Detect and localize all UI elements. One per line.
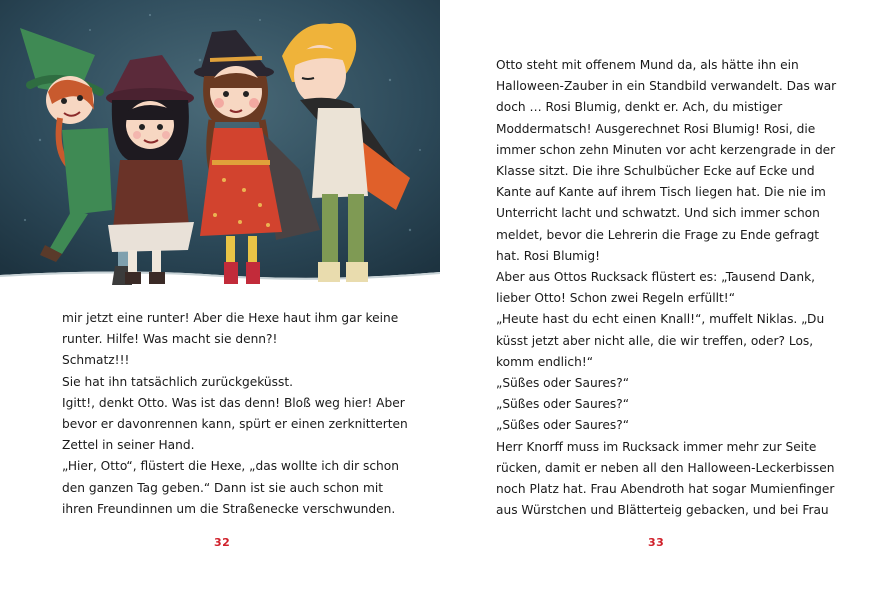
text-line: doch … Rosi Blumig, denkt er. Ach, du mistiger: [496, 100, 783, 115]
text-line: aus Würstchen und Blätterteig gebacken, und bei Frau: [496, 503, 829, 518]
text-line: mir jetzt eine runter! Aber die Hexe haut ihm gar keine: [62, 311, 399, 325]
text-line: runter. Hilfe! Was macht sie denn?!: [62, 332, 278, 347]
text-line: meldet, bevor die Lehrerin die Frage zu Ende gefragt: [496, 227, 820, 242]
text-line: Igitt!, denkt Otto. Was ist das denn! Bloß weg hier! Aber: [62, 395, 405, 410]
text-line: Kante auf Kante auf ihrem Tisch liegen hat. Die nie im: [496, 185, 826, 200]
text-line: Zettel in seiner Hand.: [62, 438, 195, 453]
text-line: „Heute hast du echt einen Knall!“, muffelt Niklas. „Du: [496, 312, 825, 327]
text-line: Otto steht mit offenem Mund da, als hätte ihn ein: [496, 58, 799, 72]
left-page-text: [62, 308, 408, 520]
text-line: komm endlich!“: [496, 354, 594, 369]
text-line: noch Platz hat. Frau Abendroth hat sogar Mumienfinger: [496, 482, 835, 497]
dark-witch-figure: [106, 55, 194, 284]
right-page: [440, 0, 879, 595]
text-line: immer schon zehn Minuten vor acht kerzengrade in der: [496, 142, 836, 157]
halloween-illustration: [0, 0, 440, 292]
text-line: Herr Knorff muss im Rucksack immer mehr zur Seite: [496, 439, 817, 454]
text-line: „Süßes oder Saures?“: [496, 376, 630, 391]
text-line: „Süßes oder Saures?“: [496, 418, 630, 433]
page-number-left: 32: [214, 536, 231, 549]
text-line: Sie hat ihn tatsächlich zurückgeküsst.: [62, 374, 293, 389]
page-number-right: 33: [648, 536, 665, 549]
text-line: küsst jetzt aber nicht alle, die wir treffen, oder? Los,: [496, 333, 814, 348]
text-line: Schmatz!!!: [62, 353, 130, 368]
text-line: bevor er davonrennen kann, spürt er einen zerknitterten: [62, 417, 408, 432]
text-line: „Süßes oder Saures?“: [496, 397, 630, 412]
text-line: Moddermatsch! Ausgerechnet Rosi Blumig! Rosi, die: [496, 121, 816, 136]
text-line: Klasse sitzt. Die ihre Schulbücher Ecke auf Ecke und: [496, 164, 815, 179]
right-page-text: [496, 55, 836, 521]
text-line: hat. Rosi Blumig!: [496, 248, 601, 263]
text-line: „Hier, Otto“, flüstert die Hexe, „das wollte ich dir schon: [62, 459, 399, 474]
text-line: ihren Freundinnen um die Straßenecke verschwunden.: [62, 501, 396, 516]
text-line: Aber aus Ottos Rucksack flüstert es: „Tausend Dank,: [496, 270, 816, 285]
text-line: den ganzen Tag geben.“ Dann ist sie auch schon mit: [62, 480, 384, 495]
text-line: Halloween-Zauber in ein Standbild verwandelt. Das war: [496, 79, 837, 94]
text-line: Unterricht lacht und schwatzt. Und sich immer schon: [496, 206, 820, 221]
text-line: rücken, damit er neben all den Halloween-Leckerbissen: [496, 460, 835, 475]
text-line: lieber Otto! Schon zwei Regeln erfüllt!“: [496, 291, 736, 306]
